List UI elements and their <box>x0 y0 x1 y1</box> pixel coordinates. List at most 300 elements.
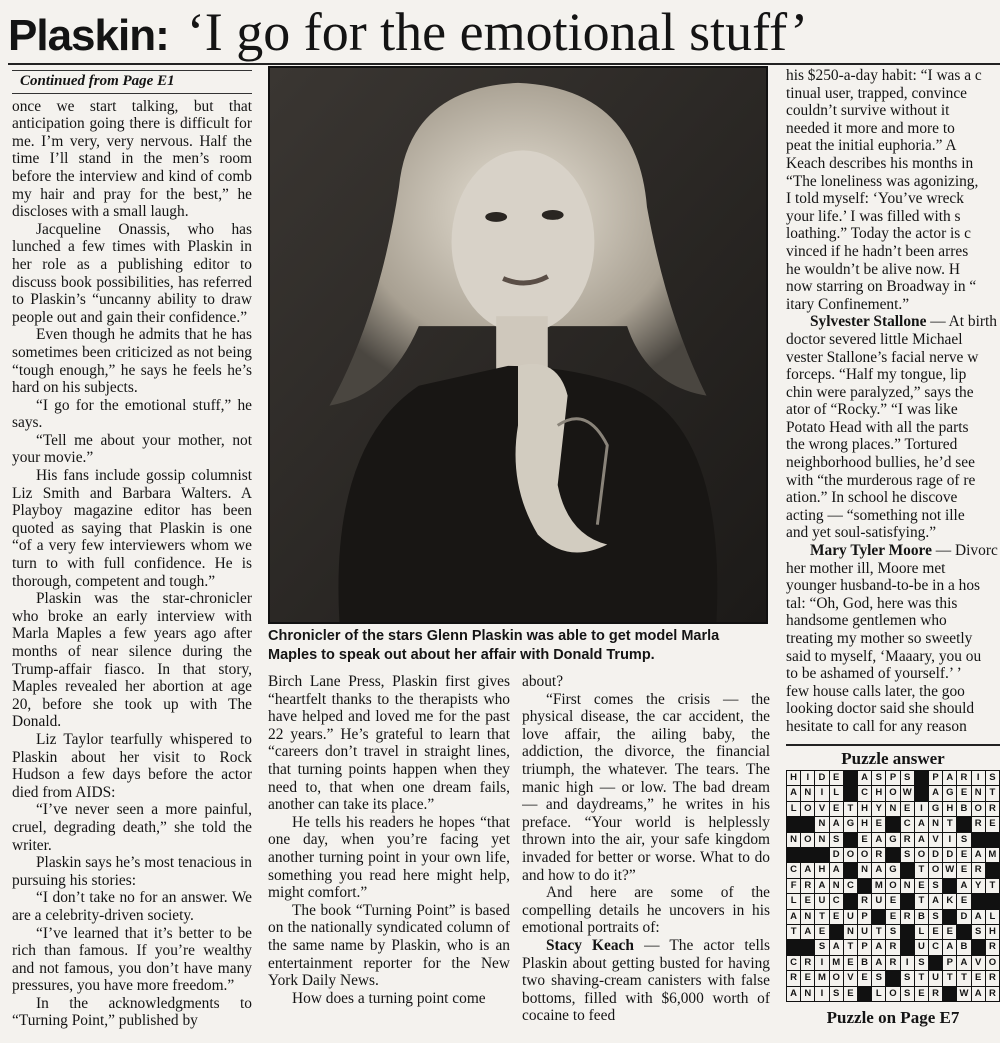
text-line: his $250-a-day habit: “I was a c <box>786 67 982 84</box>
puzzle-letter: H <box>872 786 885 800</box>
paragraph: He tells his readers he hopes “that one day, when you’re facing yet another turning point in your own life, something you read here might help, might comfort.” <box>268 813 510 902</box>
puzzle-letter: C <box>901 817 914 831</box>
puzzle-letter: B <box>957 802 970 816</box>
paragraph: In the acknowledgments to “Turning Point,” published by <box>12 994 252 1030</box>
puzzle-black-square <box>943 910 956 924</box>
puzzle-black-square <box>787 940 800 954</box>
puzzle-black-square <box>915 771 928 785</box>
puzzle-letter: V <box>844 971 857 985</box>
puzzle-letter: I <box>815 956 828 970</box>
text-line: needed it more and more to <box>786 119 955 137</box>
puzzle-letter: T <box>844 940 857 954</box>
puzzle-title: Puzzle answer <box>786 744 1000 770</box>
puzzle-letter: U <box>844 910 857 924</box>
puzzle-letter: K <box>943 894 956 908</box>
puzzle-letter: N <box>801 910 814 924</box>
continued-kicker: Continued from Page E1 <box>12 70 252 94</box>
puzzle-letter: E <box>886 910 899 924</box>
puzzle-black-square <box>801 817 814 831</box>
paragraph: Plaskin was the star-chronicler who broke an early interview with Marla Maples a few years ago after months of near silence during the Trump-affair fiasco. In that story, Maples revealed her abortion at age 20, before she took up with The Donald. <box>12 590 252 731</box>
puzzle-letter: B <box>915 910 928 924</box>
puzzle-letter: N <box>787 833 800 847</box>
puzzle-footer: Puzzle on Page E7 <box>826 1008 960 1027</box>
puzzle-letter: R <box>886 940 899 954</box>
puzzle-letter: C <box>787 863 800 877</box>
puzzle-letter: E <box>915 987 928 1001</box>
puzzle-letter: N <box>815 833 828 847</box>
puzzle-black-square <box>901 925 914 939</box>
paragraph: The book “Turning Point” is based on the nationally syndicated column of the same name by Plaskin, who is an entertainment reporter for the New York Daily News. <box>268 901 510 990</box>
text-line: the wrong places.” Tortured <box>786 436 958 454</box>
text-line: doctor severed little Michael <box>786 330 963 348</box>
paragraph: once we start talking, but that anticipation going there is difficult for me. I’m very, very nervous. Half the time I’ll stand in the men’s room before the interview and kind of comb my hair and pray for the best,” he discloses with a small laugh. <box>12 97 252 221</box>
puzzle-letter: O <box>986 956 999 970</box>
puzzle-letter: U <box>815 894 828 908</box>
puzzle-letter: U <box>872 894 885 908</box>
puzzle-black-square <box>986 894 999 908</box>
puzzle-letter: G <box>943 786 956 800</box>
puzzle-letter: G <box>929 802 942 816</box>
text-line: said to myself, ‘Maaary, you ou <box>786 647 982 665</box>
puzzle-letter: R <box>801 879 814 893</box>
puzzle-black-square <box>986 863 999 877</box>
puzzle-letter: T <box>844 802 857 816</box>
puzzle-letter: G <box>886 833 899 847</box>
puzzle-black-square <box>872 910 885 924</box>
puzzle-letter: G <box>844 817 857 831</box>
text-line: “The loneliness was agonizing, <box>786 172 979 190</box>
puzzle-letter: C <box>830 894 843 908</box>
puzzle-letter: T <box>986 879 999 893</box>
headline-name: Plaskin: <box>8 11 169 60</box>
puzzle-letter: A <box>787 786 800 800</box>
column-3-body <box>522 673 770 937</box>
puzzle-letter: S <box>901 771 914 785</box>
puzzle-letter: E <box>815 925 828 939</box>
puzzle-letter: C <box>787 956 800 970</box>
puzzle-letter: O <box>929 863 942 877</box>
text-line <box>786 736 1000 737</box>
puzzle-letter: S <box>872 771 885 785</box>
puzzle-letter: E <box>929 925 942 939</box>
puzzle-letter: L <box>915 925 928 939</box>
caption-line-1: Chronicler of the stars Glenn Plaskin was able to get model Marla <box>268 628 720 644</box>
puzzle-letter: P <box>886 771 899 785</box>
puzzle-black-square <box>943 879 956 893</box>
puzzle-black-square <box>957 817 970 831</box>
puzzle-letter: M <box>830 956 843 970</box>
puzzle-black-square <box>901 894 914 908</box>
puzzle-black-square <box>801 848 814 862</box>
puzzle-letter: L <box>787 894 800 908</box>
puzzle-black-square <box>901 940 914 954</box>
puzzle-letter: O <box>830 971 843 985</box>
puzzle-letter: E <box>886 894 899 908</box>
puzzle-letter: R <box>801 956 814 970</box>
puzzle-letter: E <box>957 848 970 862</box>
paragraph: “I’ve learned that it’s better to be rich than famous. If you’re wealthy and not famous, you don’t have many pressures, you have more freedom.” <box>12 924 252 995</box>
puzzle-letter: O <box>886 879 899 893</box>
puzzle-letter: A <box>872 940 885 954</box>
puzzle-letter: A <box>787 987 800 1001</box>
puzzle-letter: E <box>943 925 956 939</box>
puzzle-black-square <box>844 786 857 800</box>
moore-section <box>786 542 1000 737</box>
puzzle-letter: R <box>872 848 885 862</box>
puzzle-letter: A <box>787 910 800 924</box>
puzzle-black-square <box>972 894 985 908</box>
puzzle-letter: U <box>929 971 942 985</box>
puzzle-black-square <box>844 894 857 908</box>
keach-name: Stacy Keach <box>546 936 634 954</box>
puzzle-black-square <box>886 817 899 831</box>
puzzle-letter: A <box>858 771 871 785</box>
puzzle-letter: D <box>830 848 843 862</box>
puzzle-letter: I <box>972 771 985 785</box>
paragraph: about? <box>522 673 564 690</box>
puzzle-black-square <box>901 863 914 877</box>
text-line: itary Confinement.” <box>786 295 910 313</box>
puzzle-letter: N <box>886 802 899 816</box>
article-column-1 <box>12 70 252 1040</box>
text-line: peat the initial euphoria.” A <box>786 137 957 155</box>
puzzle-letter: A <box>815 879 828 893</box>
puzzle-black-square <box>915 786 928 800</box>
puzzle-letter: I <box>815 987 828 1001</box>
text-line: couldn’t survive without it <box>786 102 950 120</box>
portrait-image <box>270 68 766 622</box>
puzzle-letter: U <box>915 940 928 954</box>
caption-line-2: Maples to speak out about her affair with Donald Trump. <box>268 647 655 663</box>
puzzle-letter: I <box>801 771 814 785</box>
headline <box>8 2 998 62</box>
puzzle-letter: F <box>787 879 800 893</box>
puzzle-letter: E <box>801 971 814 985</box>
puzzle-letter: I <box>901 956 914 970</box>
puzzle-letter: O <box>801 802 814 816</box>
puzzle-black-square <box>844 771 857 785</box>
stallone-name: Sylvester Stallone <box>810 313 927 331</box>
puzzle-letter: A <box>872 863 885 877</box>
puzzle-letter: R <box>986 940 999 954</box>
puzzle-letter: H <box>787 771 800 785</box>
paragraph: And here are some of the compelling details he uncovers in his emotional portraits of: <box>522 884 770 937</box>
puzzle-letter: W <box>943 863 956 877</box>
puzzle-black-square <box>858 879 871 893</box>
puzzle-letter: E <box>957 894 970 908</box>
puzzle-letter: T <box>815 910 828 924</box>
puzzle-letter: O <box>858 848 871 862</box>
puzzle-letter: T <box>787 925 800 939</box>
puzzle-letter: A <box>957 879 970 893</box>
puzzle-letter: E <box>957 786 970 800</box>
paragraph: His fans include gossip columnist Liz Smith and Barbara Walters. A Playboy magazine editor has been quoted as saying that Plaskin is one “of a very few interviewers whom we turn to with full confidence. He is thorough, competent and tough.” <box>12 467 252 590</box>
paragraph: “I go for the emotional stuff,” he says. <box>12 396 252 432</box>
puzzle-letter: A <box>872 833 885 847</box>
puzzle-letter: R <box>929 987 942 1001</box>
text-line: handsome gentlemen who <box>786 612 947 630</box>
puzzle-black-square <box>801 940 814 954</box>
puzzle-letter: W <box>957 987 970 1001</box>
stallone-lines <box>786 331 1000 542</box>
paragraph: “Tell me about your mother, not your movie.” <box>12 431 252 467</box>
column-1-body <box>12 98 252 1030</box>
puzzle-letter: R <box>901 833 914 847</box>
puzzle-black-square <box>787 817 800 831</box>
puzzle-letter: L <box>830 786 843 800</box>
puzzle-letter: N <box>901 879 914 893</box>
puzzle-letter: S <box>929 910 942 924</box>
puzzle-letter: E <box>872 817 885 831</box>
puzzle-letter: P <box>858 910 871 924</box>
puzzle-letter: G <box>886 863 899 877</box>
puzzle-letter: I <box>815 786 828 800</box>
puzzle-letter: R <box>858 894 871 908</box>
text-line: loathing.” Today the actor is c <box>786 225 971 243</box>
puzzle-letter: R <box>986 971 999 985</box>
puzzle-letter: L <box>787 802 800 816</box>
puzzle-letter: E <box>901 802 914 816</box>
puzzle-letter: H <box>815 863 828 877</box>
puzzle-letter: E <box>801 894 814 908</box>
text-line: forceps. “Half my tongue, lip <box>786 366 967 384</box>
text-line: few house calls later, the goo <box>786 682 965 700</box>
text-line: her mother ill, Moore met <box>786 559 946 577</box>
puzzle-letter: P <box>929 771 942 785</box>
puzzle-letter: I <box>943 833 956 847</box>
text-line: treating my mother so sweetly <box>786 630 973 647</box>
puzzle-black-square <box>844 863 857 877</box>
text-line: tal: “Oh, God, here was this <box>786 594 958 612</box>
keach-continued <box>786 67 1000 313</box>
paragraph: Even though he admits that he has sometimes been criticized as not being “tough enough,” he says he feels he’s hard on his subjects. <box>12 326 252 397</box>
puzzle-letter: E <box>972 971 985 985</box>
puzzle-letter: A <box>872 956 885 970</box>
puzzle-black-square <box>929 956 942 970</box>
paragraph: “I’ve never seen a more painful, cruel, degrading death,” she told the writer. <box>12 801 252 854</box>
puzzle-letter: T <box>915 894 928 908</box>
puzzle-letter: T <box>986 786 999 800</box>
puzzle-letter: S <box>901 971 914 985</box>
puzzle-letter: R <box>957 771 970 785</box>
puzzle-letter: O <box>886 987 899 1001</box>
puzzle-black-square <box>886 971 899 985</box>
puzzle-letter: W <box>901 786 914 800</box>
puzzle-letter: H <box>943 802 956 816</box>
puzzle-letter: N <box>830 879 843 893</box>
puzzle-black-square <box>972 833 985 847</box>
text-line: vinced if he hadn’t been arres <box>786 242 969 260</box>
puzzle-letter: V <box>815 802 828 816</box>
puzzle-letter: U <box>858 925 871 939</box>
puzzle-letter: D <box>815 771 828 785</box>
text-line: Keach describes his months in <box>786 154 974 172</box>
paragraph: Liz Taylor tearfully whispered to Plaskin about her visit to Rock Hudson a few days before the actor died from AIDS: <box>12 730 252 801</box>
text-line: Potato Head with all the parts <box>786 418 969 436</box>
puzzle-letter: C <box>929 940 942 954</box>
text-line: younger husband-to-be in a hos <box>786 577 981 595</box>
text-line: I told myself: ‘You’ve wreck <box>786 190 964 208</box>
text-line: and yet soul-satisfying.” <box>786 524 937 542</box>
puzzle-letter: E <box>830 771 843 785</box>
puzzle-letter: A <box>972 910 985 924</box>
puzzle-black-square <box>844 833 857 847</box>
puzzle-letter: A <box>972 987 985 1001</box>
text-line: neighborhood bullies, he’d see <box>786 454 975 472</box>
puzzle-black-square <box>943 987 956 1001</box>
puzzle-grid <box>786 770 1000 1002</box>
puzzle-letter: R <box>986 802 999 816</box>
puzzle-letter: P <box>858 940 871 954</box>
puzzle-letter: E <box>858 833 871 847</box>
text-line: acting — “something not ille <box>786 506 965 524</box>
text-line: ator of “Rocky.” “I was like <box>786 401 958 419</box>
puzzle-letter: A <box>943 771 956 785</box>
text-line: your life.’ I was filled with s <box>786 207 961 225</box>
puzzle-letter: S <box>957 833 970 847</box>
puzzle-letter: P <box>943 956 956 970</box>
puzzle-letter: E <box>957 863 970 877</box>
puzzle-letter: R <box>787 971 800 985</box>
puzzle-letter: D <box>957 910 970 924</box>
puzzle-letter: M <box>815 971 828 985</box>
paragraph: How does a turning point come <box>292 989 486 1007</box>
puzzle-letter: A <box>801 863 814 877</box>
puzzle-letter: R <box>886 956 899 970</box>
puzzle-letter: S <box>815 940 828 954</box>
stallone-line-0: — At birth <box>926 313 997 331</box>
text-line: now starring on Broadway in “ <box>786 278 977 296</box>
puzzle-letter: A <box>929 786 942 800</box>
puzzle-letter: A <box>830 817 843 831</box>
photo-caption <box>268 627 773 665</box>
puzzle-letter: V <box>929 833 942 847</box>
puzzle-black-square <box>972 940 985 954</box>
puzzle-letter: A <box>915 833 928 847</box>
text-line: ation.” In school he discove <box>786 489 958 507</box>
puzzle-letter: B <box>858 956 871 970</box>
puzzle-letter: N <box>972 786 985 800</box>
puzzle-letter: R <box>972 863 985 877</box>
puzzle-letter: S <box>915 956 928 970</box>
puzzle-letter: L <box>872 987 885 1001</box>
puzzle-letter: O <box>972 802 985 816</box>
puzzle-letter: N <box>801 987 814 1001</box>
puzzle-letter: T <box>943 817 956 831</box>
puzzle-letter: T <box>957 971 970 985</box>
puzzle-letter: N <box>858 863 871 877</box>
puzzle-letter: D <box>929 848 942 862</box>
text-line: looking doctor said she should <box>786 700 975 718</box>
puzzle-letter: O <box>801 833 814 847</box>
puzzle-letter: N <box>815 817 828 831</box>
paragraph: Birch Lane Press, Plaskin first gives “heartfelt thanks to the therapists who have helped and loved me for the past 22 years.” He’s grateful to learn that “careers don’t travel in straight lines, that turning points happen when they need to, that when one dream fails, another can take its place.” <box>268 673 510 814</box>
paragraph: Jacqueline Onassis, who has lunched a few times with Plaskin in her role as a publishing editor to discuss book possibilities, has referred to Plaskin’s “uncanny ability to draw people out and gain their confidence.” <box>12 220 252 326</box>
text-line: to be ashamed of yourself.’ ’ <box>786 665 962 683</box>
puzzle-letter: A <box>957 956 970 970</box>
puzzle-letter: S <box>929 879 942 893</box>
text-line: he wouldn’t be alive now. H <box>786 260 960 278</box>
puzzle-letter: E <box>830 802 843 816</box>
keach-paragraph <box>522 937 770 1025</box>
puzzle-letter: H <box>858 802 871 816</box>
puzzle-letter: A <box>972 848 985 862</box>
puzzle-letter: S <box>830 987 843 1001</box>
puzzle-letter: V <box>972 956 985 970</box>
paragraph: “I don’t take no for an answer. We are a celebrity-driven society. <box>12 889 252 924</box>
puzzle-black-square <box>957 925 970 939</box>
puzzle-letter: Y <box>872 802 885 816</box>
puzzle-letter: R <box>986 987 999 1001</box>
puzzle-letter: A <box>801 925 814 939</box>
puzzle-black-square <box>858 987 871 1001</box>
puzzle-letter: B <box>957 940 970 954</box>
puzzle-black-square <box>815 848 828 862</box>
puzzle-letter: S <box>886 925 899 939</box>
puzzle-letter: H <box>986 925 999 939</box>
keach-text: — The actor tells Plaskin about getting busted for having two shaving-cream canisters with false bottoms, filled with $6,000 worth of cocaine to feed <box>522 936 770 1025</box>
paragraph: Plaskin says he’s most tenacious in pursuing his stories: <box>12 854 252 889</box>
puzzle-letter: O <box>886 786 899 800</box>
puzzle-letter: T <box>872 925 885 939</box>
puzzle-letter: L <box>986 910 999 924</box>
puzzle-letter: T <box>943 971 956 985</box>
puzzle-letter: S <box>901 987 914 1001</box>
stallone-section <box>786 313 1000 542</box>
article-column-3 <box>522 673 770 1038</box>
puzzle-letter: S <box>830 833 843 847</box>
puzzle-letter: O <box>844 848 857 862</box>
text-line: vester Stallone’s facial nerve w <box>786 348 979 366</box>
headline-rule <box>8 63 1000 65</box>
puzzle-letter: R <box>901 910 914 924</box>
puzzle-letter: A <box>830 863 843 877</box>
puzzle-letter: E <box>844 987 857 1001</box>
article-column-4 <box>786 67 1000 737</box>
moore-name: Mary Tyler Moore <box>810 542 932 560</box>
text-line: with “the murderous rage of re <box>786 471 976 489</box>
puzzle-letter: S <box>986 771 999 785</box>
text-line: hesitate to call for any reason <box>786 717 967 735</box>
article-column-2 <box>268 673 510 1038</box>
puzzle-letter: T <box>915 971 928 985</box>
puzzle-letter: R <box>972 817 985 831</box>
puzzle-letter: E <box>844 956 857 970</box>
puzzle-letter: Y <box>972 879 985 893</box>
puzzle-letter: S <box>972 925 985 939</box>
puzzle-letter: S <box>872 971 885 985</box>
puzzle-letter: A <box>830 940 843 954</box>
puzzle-letter: N <box>844 925 857 939</box>
puzzle-letter: E <box>858 971 871 985</box>
puzzle-letter: E <box>986 817 999 831</box>
puzzle-letter: D <box>943 848 956 862</box>
puzzle-letter: M <box>986 848 999 862</box>
puzzle-letter: I <box>915 802 928 816</box>
puzzle-black-square <box>787 848 800 862</box>
puzzle-black-square <box>830 925 843 939</box>
puzzle-letter: A <box>929 894 942 908</box>
puzzle-letter: O <box>915 848 928 862</box>
puzzle-black-square <box>986 833 999 847</box>
puzzle-letter: A <box>915 817 928 831</box>
puzzle-letter: H <box>858 817 871 831</box>
puzzle-letter: C <box>858 786 871 800</box>
puzzle-letter: M <box>872 879 885 893</box>
puzzle-letter: E <box>915 879 928 893</box>
puzzle-letter: N <box>801 786 814 800</box>
puzzle-letter: N <box>929 817 942 831</box>
